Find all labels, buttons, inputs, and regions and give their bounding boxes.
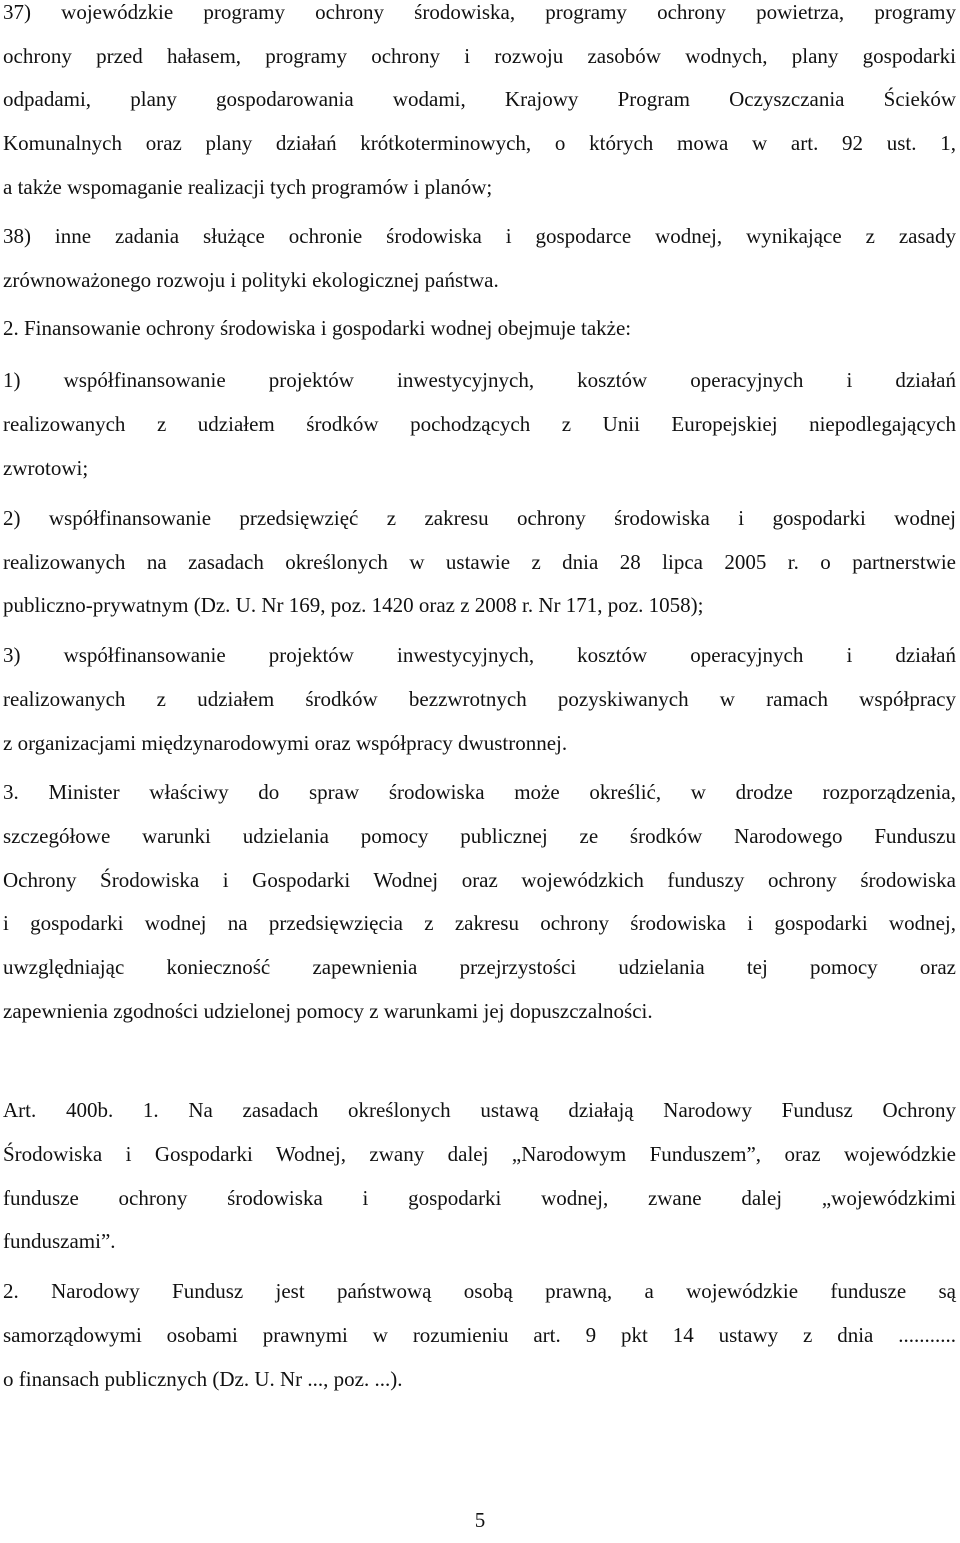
text-line: 1) współfinansowanie projektów inwestycyjnych, kosztów operacyjnych i działań	[3, 368, 956, 392]
text-line: samorządowymi osobami prawnymi w rozumieniu art. 9 pkt 14 ustawy z dnia ...........	[3, 1323, 956, 1347]
text-line: 2. Narodowy Fundusz jest państwową osobą prawną, a wojewódzkie fundusze są	[3, 1279, 956, 1303]
text-line: i gospodarki wodnej na przedsięwzięcia z zakresu ochrony środowiska i gospodarki wodnej,	[3, 911, 956, 935]
text-line: a także wspomaganie realizacji tych programów i planów;	[3, 175, 493, 199]
text-line: 3) współfinansowanie projektów inwestycyjnych, kosztów operacyjnych i działań	[3, 643, 956, 667]
text-line: realizowanych z udziałem środków bezzwrotnych pozyskiwanych w ramach współpracy	[3, 687, 956, 711]
text-line: realizowanych z udziałem środków pochodzących z Unii Europejskiej niepodlegających	[3, 412, 956, 436]
text-line: 3. Minister właściwy do spraw środowiska może określić, w drodze rozporządzenia,	[3, 780, 956, 804]
text-line: 37) wojewódzkie programy ochrony środowiska, programy ochrony powietrza, programy	[3, 0, 956, 24]
text-line: fundusze ochrony środowiska i gospodarki wodnej, zwane dalej „wojewódzkimi	[3, 1186, 956, 1210]
text-line: funduszami”.	[3, 1229, 116, 1253]
text-line: szczegółowe warunki udzielania pomocy publicznej ze środków Narodowego Funduszu	[3, 824, 956, 848]
text-line: zrównoważonego rozwoju i polityki ekologicznej państwa.	[3, 268, 499, 292]
text-line: z organizacjami międzynarodowymi oraz współpracy dwustronnej.	[3, 731, 568, 755]
text-line: Środowiska i Gospodarki Wodnej, zwany dalej „Narodowym Funduszem”, oraz wojewódzkie	[3, 1142, 956, 1166]
text-line: 2. Finansowanie ochrony środowiska i gospodarki wodnej obejmuje także:	[3, 316, 632, 340]
text-line: uwzględniając konieczność zapewnienia przejrzystości udzielania tej pomocy oraz	[3, 955, 956, 979]
text-line: 38) inne zadania służące ochronie środowiska i gospodarce wodnej, wynikające z zasady	[3, 224, 956, 248]
text-line: realizowanych na zasadach określonych w ustawie z dnia 28 lipca 2005 r. o partnerstwie	[3, 550, 956, 574]
text-line: 2) współfinansowanie przedsięwzięć z zakresu ochrony środowiska i gospodarki wodnej	[3, 506, 956, 530]
text-line: ochrony przed hałasem, programy ochrony i rozwoju zasobów wodnych, plany gospodarki	[3, 44, 956, 68]
page-number: 5	[474, 1508, 486, 1532]
text-line: Art. 400b. 1. Na zasadach określonych ustawą działają Narodowy Fundusz Ochrony	[3, 1098, 956, 1122]
text-line: odpadami, plany gospodarowania wodami, Krajowy Program Oczyszczania Ścieków	[3, 87, 956, 111]
text-line: Komunalnych oraz plany działań krótkoterminowych, o których mowa w art. 92 ust. 1,	[3, 131, 956, 155]
text-line: zwrotowi;	[3, 456, 89, 480]
text-line: zapewnienia zgodności udzielonej pomocy z warunkami jej dopuszczalności.	[3, 999, 653, 1023]
text-line: Ochrony Środowiska i Gospodarki Wodnej oraz wojewódzkich funduszy ochrony środowiska	[3, 868, 956, 892]
text-line: o finansach publicznych (Dz. U. Nr ..., poz. ...).	[3, 1367, 403, 1391]
text-line: publiczno-prywatnym (Dz. U. Nr 169, poz. 1420 oraz z 2008 r. Nr 171, poz. 1058);	[3, 593, 704, 617]
